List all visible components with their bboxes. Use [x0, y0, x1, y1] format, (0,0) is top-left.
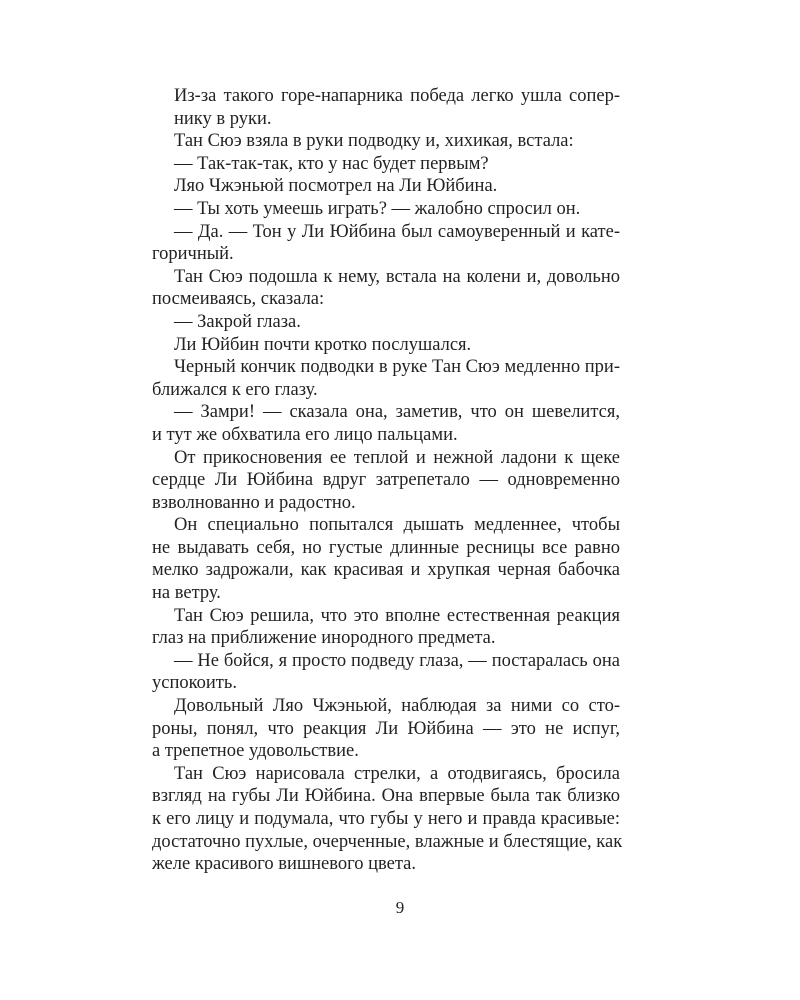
text-line: на ветру.	[152, 583, 221, 604]
text-line: — Ты хоть умеешь играть? — жалобно спросил он.	[174, 198, 581, 219]
text-line: к его лицу и подумала, что губы у него и правда красивые:	[152, 809, 620, 829]
text-line: Тан Сюэ подошла к нему, встала на колени и, довольно	[174, 266, 620, 287]
text-line: Он специально попытался дышать медленнее, чтобы	[174, 515, 620, 536]
text-line: От прикосновения ее теплой и нежной ладони к щеке	[174, 447, 620, 468]
text-line: роны, понял, что реакция Ли Юйбина — это не испуг,	[152, 718, 620, 739]
text-line: ближался к его глазу.	[152, 379, 318, 400]
text-line: горичный.	[152, 244, 234, 265]
text-line: — Не бойся, я просто подведу глаза, — постаралась она	[174, 650, 620, 671]
text-line: посмеиваясь, сказала:	[152, 289, 325, 310]
text-line: а трепетное удовольствие.	[152, 741, 359, 762]
body-text	[152, 85, 623, 876]
text-line: Тан Сюэ взяла в руки подводку и, хихикая, встала:	[174, 131, 574, 152]
text-line: не выдавать себя, но густые длинные ресницы все равно	[152, 537, 620, 558]
text-line: — Да. — Тон у Ли Юйбина был самоуверенный и катe-	[174, 221, 620, 242]
text-line: Черный кончик подводки в руке Тан Сюэ медленно при-	[174, 357, 620, 378]
text-line: Довольный Ляо Чжэньюй, наблюдая за ними со сто-	[174, 696, 620, 717]
text-line: и тут же обхватила его лицо пальцами.	[152, 424, 458, 445]
page-number: 9	[395, 898, 405, 917]
text-line: — Замри! — сказала она, заметив, что он шевелится,	[174, 402, 620, 423]
text-line: мелко задрожали, как красивая и хрупкая черная бабочка	[152, 560, 620, 581]
text-line: желе красивого вишневого цвета.	[152, 854, 416, 875]
text-line: Из-за такого горе-напарника победа легко ушла сопер-	[174, 86, 620, 106]
text-line: Ляо Чжэньюй посмотрел на Ли Юйбина.	[174, 176, 498, 197]
text-line: взгляд на губы Ли Юйбина. Она впервые была так близко	[152, 786, 620, 807]
text-line: взволнованно и радостно.	[152, 492, 356, 513]
text-line: Тан Сюэ решила, что это вполне естественная реакция	[174, 605, 620, 626]
text-line: — Так-так-так, кто у нас будет первым?	[174, 153, 489, 174]
text-line: достаточно пухлые, очерченные, влажные и блестящие, как	[152, 831, 623, 852]
text-line: Тан Сюэ нарисовала стрелки, а отодвигаясь, бросила	[174, 763, 620, 784]
text-line: успокоить.	[152, 673, 237, 694]
text-line: — Закрой глаза.	[174, 311, 301, 332]
text-line: глаз на приближение инородного предмета.	[152, 628, 496, 649]
text-line: нику в руки.	[174, 108, 272, 129]
text-line: сердце Ли Юйбина вдруг затрепетало — одновременно	[152, 470, 620, 491]
text-line: Ли Юйбин почти кротко послушался.	[174, 334, 472, 355]
